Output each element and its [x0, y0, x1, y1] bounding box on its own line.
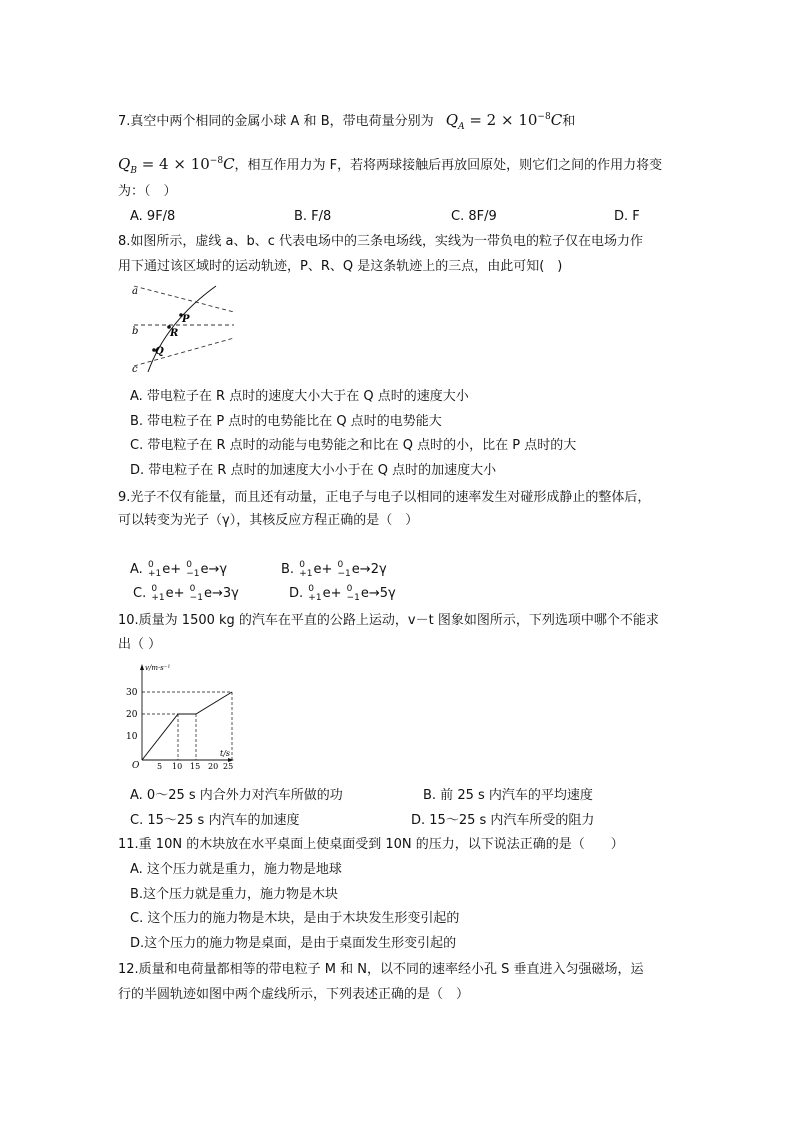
xtick-20: 20 — [208, 762, 219, 770]
ytick-30: 30 — [126, 688, 138, 698]
label-r: R — [170, 328, 179, 339]
field-line-c — [134, 338, 234, 366]
q9-option-c[interactable]: C. 0 +1 e+ 0 −1 e→3γ — [133, 583, 239, 603]
q7-option-b[interactable]: B. F/8 — [294, 209, 332, 224]
y-axis-arrow — [140, 664, 144, 670]
q8-option-b[interactable]: B. 带电粒子在 P 点时的电势能比在 Q 点时的电势能大 — [130, 414, 442, 429]
label-b: b — [132, 326, 139, 337]
q10-line1: 10.质量为 1500 kg 的汽车在平直的公路上运动，v－t 图象如图所示，下列选项中哪个不能求 — [118, 613, 659, 628]
q10-option-d[interactable]: D. 15～25 s 内汽车所受的阻力 — [411, 813, 595, 828]
xtick-15: 15 — [190, 762, 201, 770]
q11-option-b[interactable]: B.这个压力就是重力，施力物是木块 — [130, 887, 339, 902]
q10-option-c[interactable]: C. 15～25 s 内汽车的加速度 — [130, 813, 300, 828]
label-a: a — [132, 286, 138, 297]
q11-option-a[interactable]: A. 这个压力就是重力，施力物是地球 — [130, 862, 342, 877]
ytick-20: 20 — [126, 710, 138, 720]
q8-line1: 8.如图所示，虚线 a、b、c 代表电场中的三条电场线，实线为一带负电的粒子仅在电场力作 — [118, 234, 644, 249]
q12-line1: 12.质量和电荷量都相等的带电粒子 M 和 N，以不同的速率经小孔 S 垂直进入匀强磁场，运 — [118, 962, 644, 977]
q8-option-a[interactable]: A. 带电粒子在 R 点时的速度大小大于在 Q 点时的速度大小 — [130, 389, 469, 404]
xtick-10: 10 — [172, 762, 183, 770]
q9-line1: 9.光子不仅有能量，而且还有动量，正电子与电子以相同的速率发生对碰形成静止的整体后， — [118, 490, 651, 505]
q11-option-c[interactable]: C. 这个压力的施力物是木块，是由于木块发生形变引起的 — [130, 911, 460, 926]
q9-line2: 可以转变为光子（γ），其核反应方程正确的是（ ） — [118, 513, 419, 528]
q7-qa-formula: $Q_A = 2 \times 10^{-8}C$ — [445, 111, 563, 132]
x-axis-label: t/s — [220, 749, 231, 758]
q8-option-d[interactable]: D. 带电粒子在 R 点时的加速度大小小于在 Q 点时的加速度大小 — [130, 463, 497, 478]
q10-line2: 出（ ） — [118, 637, 162, 652]
q12-line2: 行的半圆轨迹如图中两个虚线所示，下列表述正确的是（ ） — [118, 987, 470, 1002]
q7-line1: 7.真空中两个相同的金属小球 A 和 B，带电荷量分别为 $Q_A = 2 \times 10^{-8}C$和 — [118, 111, 576, 132]
q9-option-a[interactable]: A. 0 +1 e+ 0 −1 e→γ — [130, 559, 228, 579]
q8-option-c[interactable]: C. 带电粒子在 R 点时的动能与电势能之和比在 Q 点时的小，比在 P 点时的大 — [130, 438, 577, 453]
q8-line2: 用下通过该区域时的运动轨迹，P、R、Q 是这条轨迹上的三点，由此可知( ) — [118, 259, 563, 274]
label-c: c — [132, 364, 138, 374]
q10-option-a[interactable]: A. 0～25 s 内合外力对汽车所做的功 — [130, 788, 343, 803]
q7-qb-formula: $Q_B = 4 \times 10^{-8}C$ — [118, 155, 235, 176]
q11-line1: 11.重 10N 的木块放在水平桌面上使桌面受到 10N 的压力，以下说法正确的是（ ） — [118, 837, 624, 852]
q9-option-d[interactable]: D. 0 +1 e+ 0 −1 e→5γ — [289, 583, 396, 603]
q11-option-d[interactable]: D.这个压力的施力物是桌面，是由于桌面发生形变引起的 — [130, 936, 457, 951]
q7-option-d[interactable]: D. F — [614, 209, 640, 224]
y-axis-label: v/m·s⁻¹ — [145, 664, 171, 672]
q10-option-b[interactable]: B. 前 25 s 内汽车的平均速度 — [423, 788, 593, 803]
origin-label: O — [132, 761, 140, 770]
field-line-a — [134, 286, 234, 312]
q7-option-a[interactable]: A. 9F/8 — [130, 209, 176, 224]
q7-line3: 为：（ ） — [118, 184, 177, 199]
vt-line — [142, 692, 232, 760]
velocity-time-graph — [120, 660, 235, 770]
ytick-10: 10 — [126, 732, 138, 742]
label-q: Q — [155, 346, 164, 357]
q7-option-c[interactable]: C. 8F/9 — [451, 209, 497, 224]
q7-line2: $Q_B = 4 \times 10^{-8}C$，相互作用力为 F，若将两球接触后再放回原处，则它们之间的作用力将变 — [118, 155, 663, 176]
xtick-25: 25 — [223, 762, 234, 770]
label-p: P — [182, 314, 190, 325]
xtick-5: 5 — [157, 762, 163, 770]
electric-field-figure — [126, 282, 241, 374]
q9-option-b[interactable]: B. 0 +1 e+ 0 −1 e→2γ — [281, 559, 387, 579]
